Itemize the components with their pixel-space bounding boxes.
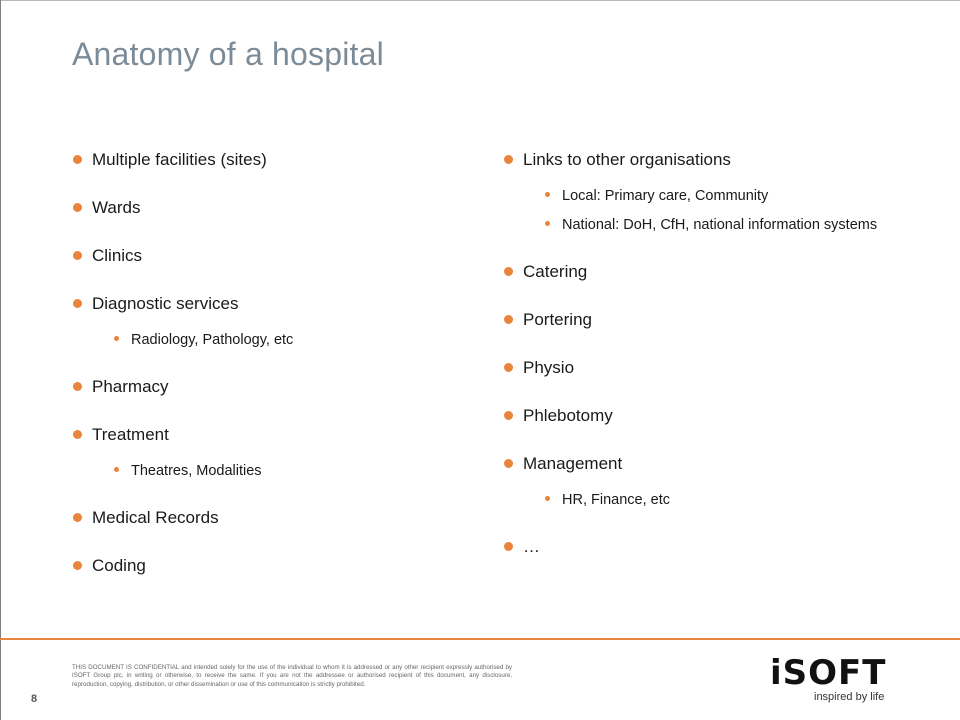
- bullet-item: [72, 150, 472, 170]
- bullet-item-label: Phlebotomy: [523, 406, 613, 425]
- sub-bullet-item: [523, 488, 903, 513]
- bullet-item-label: Links to other organisations: [523, 150, 731, 169]
- sub-bullet-list: [523, 488, 903, 513]
- bullet-dot-icon: [504, 267, 513, 276]
- bullet-item-label: Multiple facilities (sites): [92, 150, 267, 169]
- bullet-item: [503, 150, 903, 238]
- bullet-dot-icon: [504, 315, 513, 324]
- bullet-item: [503, 358, 903, 378]
- bullet-item: [72, 508, 472, 528]
- bullet-dot-icon: [504, 459, 513, 468]
- sub-bullet-dot-icon: [545, 496, 550, 501]
- isoft-logo: [770, 655, 935, 705]
- footer-divider: [0, 638, 960, 640]
- slide-left-border: [0, 0, 1, 720]
- slide-title: Anatomy of a hospital: [72, 36, 384, 72]
- bullet-item-label: Clinics: [92, 246, 143, 265]
- bullet-dot-icon: [73, 513, 82, 522]
- sub-bullet-list: [523, 184, 903, 238]
- confidentiality-notice: THIS DOCUMENT IS CONFIDENTIAL and intended solely for the use of the individual to whom it is addressed or any other recipient expressly authorised by ISOFT Group plc, in writing or otherwise, to receive the same. If you are not the addressee or authorised recipient of this document, any disclosure, reproduction, copying, distribution, or other dissemination or use of this communication is strictly prohibited.: [72, 664, 512, 688]
- logo-wordmark: iSOFT: [770, 653, 887, 693]
- sub-bullet-item: [92, 328, 472, 353]
- bullet-dot-icon: [73, 299, 82, 308]
- bullet-item: [72, 425, 472, 484]
- sub-bullet-dot-icon: [114, 336, 119, 341]
- bullet-item-label: Medical Records: [92, 508, 219, 527]
- bullet-item-label: Wards: [92, 198, 141, 217]
- bullet-dot-icon: [504, 155, 513, 164]
- bullet-item-label: Treatment: [92, 425, 169, 444]
- bullet-dot-icon: [504, 542, 513, 551]
- bullet-dot-icon: [504, 363, 513, 372]
- bullet-item: [72, 556, 472, 576]
- bullet-item-label: Coding: [92, 556, 146, 575]
- sub-bullet-item-label: National: DoH, CfH, national information systems: [562, 217, 878, 233]
- bullet-item: [72, 198, 472, 218]
- sub-bullet-item-label: Radiology, Pathology, etc: [131, 332, 294, 348]
- bullet-dot-icon: [73, 251, 82, 260]
- slide-top-border: [0, 0, 960, 1]
- bullet-dot-icon: [504, 411, 513, 420]
- bullet-dot-icon: [73, 382, 82, 391]
- bullet-item: [503, 262, 903, 282]
- bullet-dot-icon: [73, 561, 82, 570]
- sub-bullet-dot-icon: [114, 467, 119, 472]
- sub-bullet-item-label: HR, Finance, etc: [562, 492, 670, 508]
- bullet-item-label: Physio: [523, 358, 575, 377]
- right-bullet-list: [503, 150, 903, 585]
- sub-bullet-item-label: Local: Primary care, Community: [562, 188, 769, 204]
- bullet-item-label: Management: [523, 454, 623, 473]
- sub-bullet-dot-icon: [545, 192, 550, 197]
- bullet-item-label: Catering: [523, 262, 588, 281]
- bullet-item: [503, 454, 903, 513]
- bullet-item: [72, 377, 472, 397]
- sub-bullet-dot-icon: [545, 221, 550, 226]
- bullet-item: [503, 406, 903, 426]
- left-bullet-list: [72, 150, 472, 604]
- sub-bullet-item-label: Theatres, Modalities: [131, 463, 262, 479]
- bullet-dot-icon: [73, 430, 82, 439]
- bullet-item: [503, 537, 903, 557]
- bullet-item-label: …: [523, 537, 540, 556]
- sub-bullet-list: [92, 328, 472, 353]
- sub-bullet-item: [523, 213, 903, 238]
- bullet-item: [503, 310, 903, 330]
- sub-bullet-item: [523, 184, 903, 209]
- sub-bullet-list: [92, 459, 472, 484]
- bullet-item: [72, 294, 472, 353]
- bullet-item: [72, 246, 472, 266]
- logo-tagline: inspired by life: [814, 691, 885, 703]
- bullet-dot-icon: [73, 155, 82, 164]
- page-number: 8: [31, 693, 38, 705]
- sub-bullet-item: [92, 459, 472, 484]
- bullet-item-label: Portering: [523, 310, 592, 329]
- bullet-dot-icon: [73, 203, 82, 212]
- bullet-item-label: Diagnostic services: [92, 294, 239, 313]
- bullet-item-label: Pharmacy: [92, 377, 169, 396]
